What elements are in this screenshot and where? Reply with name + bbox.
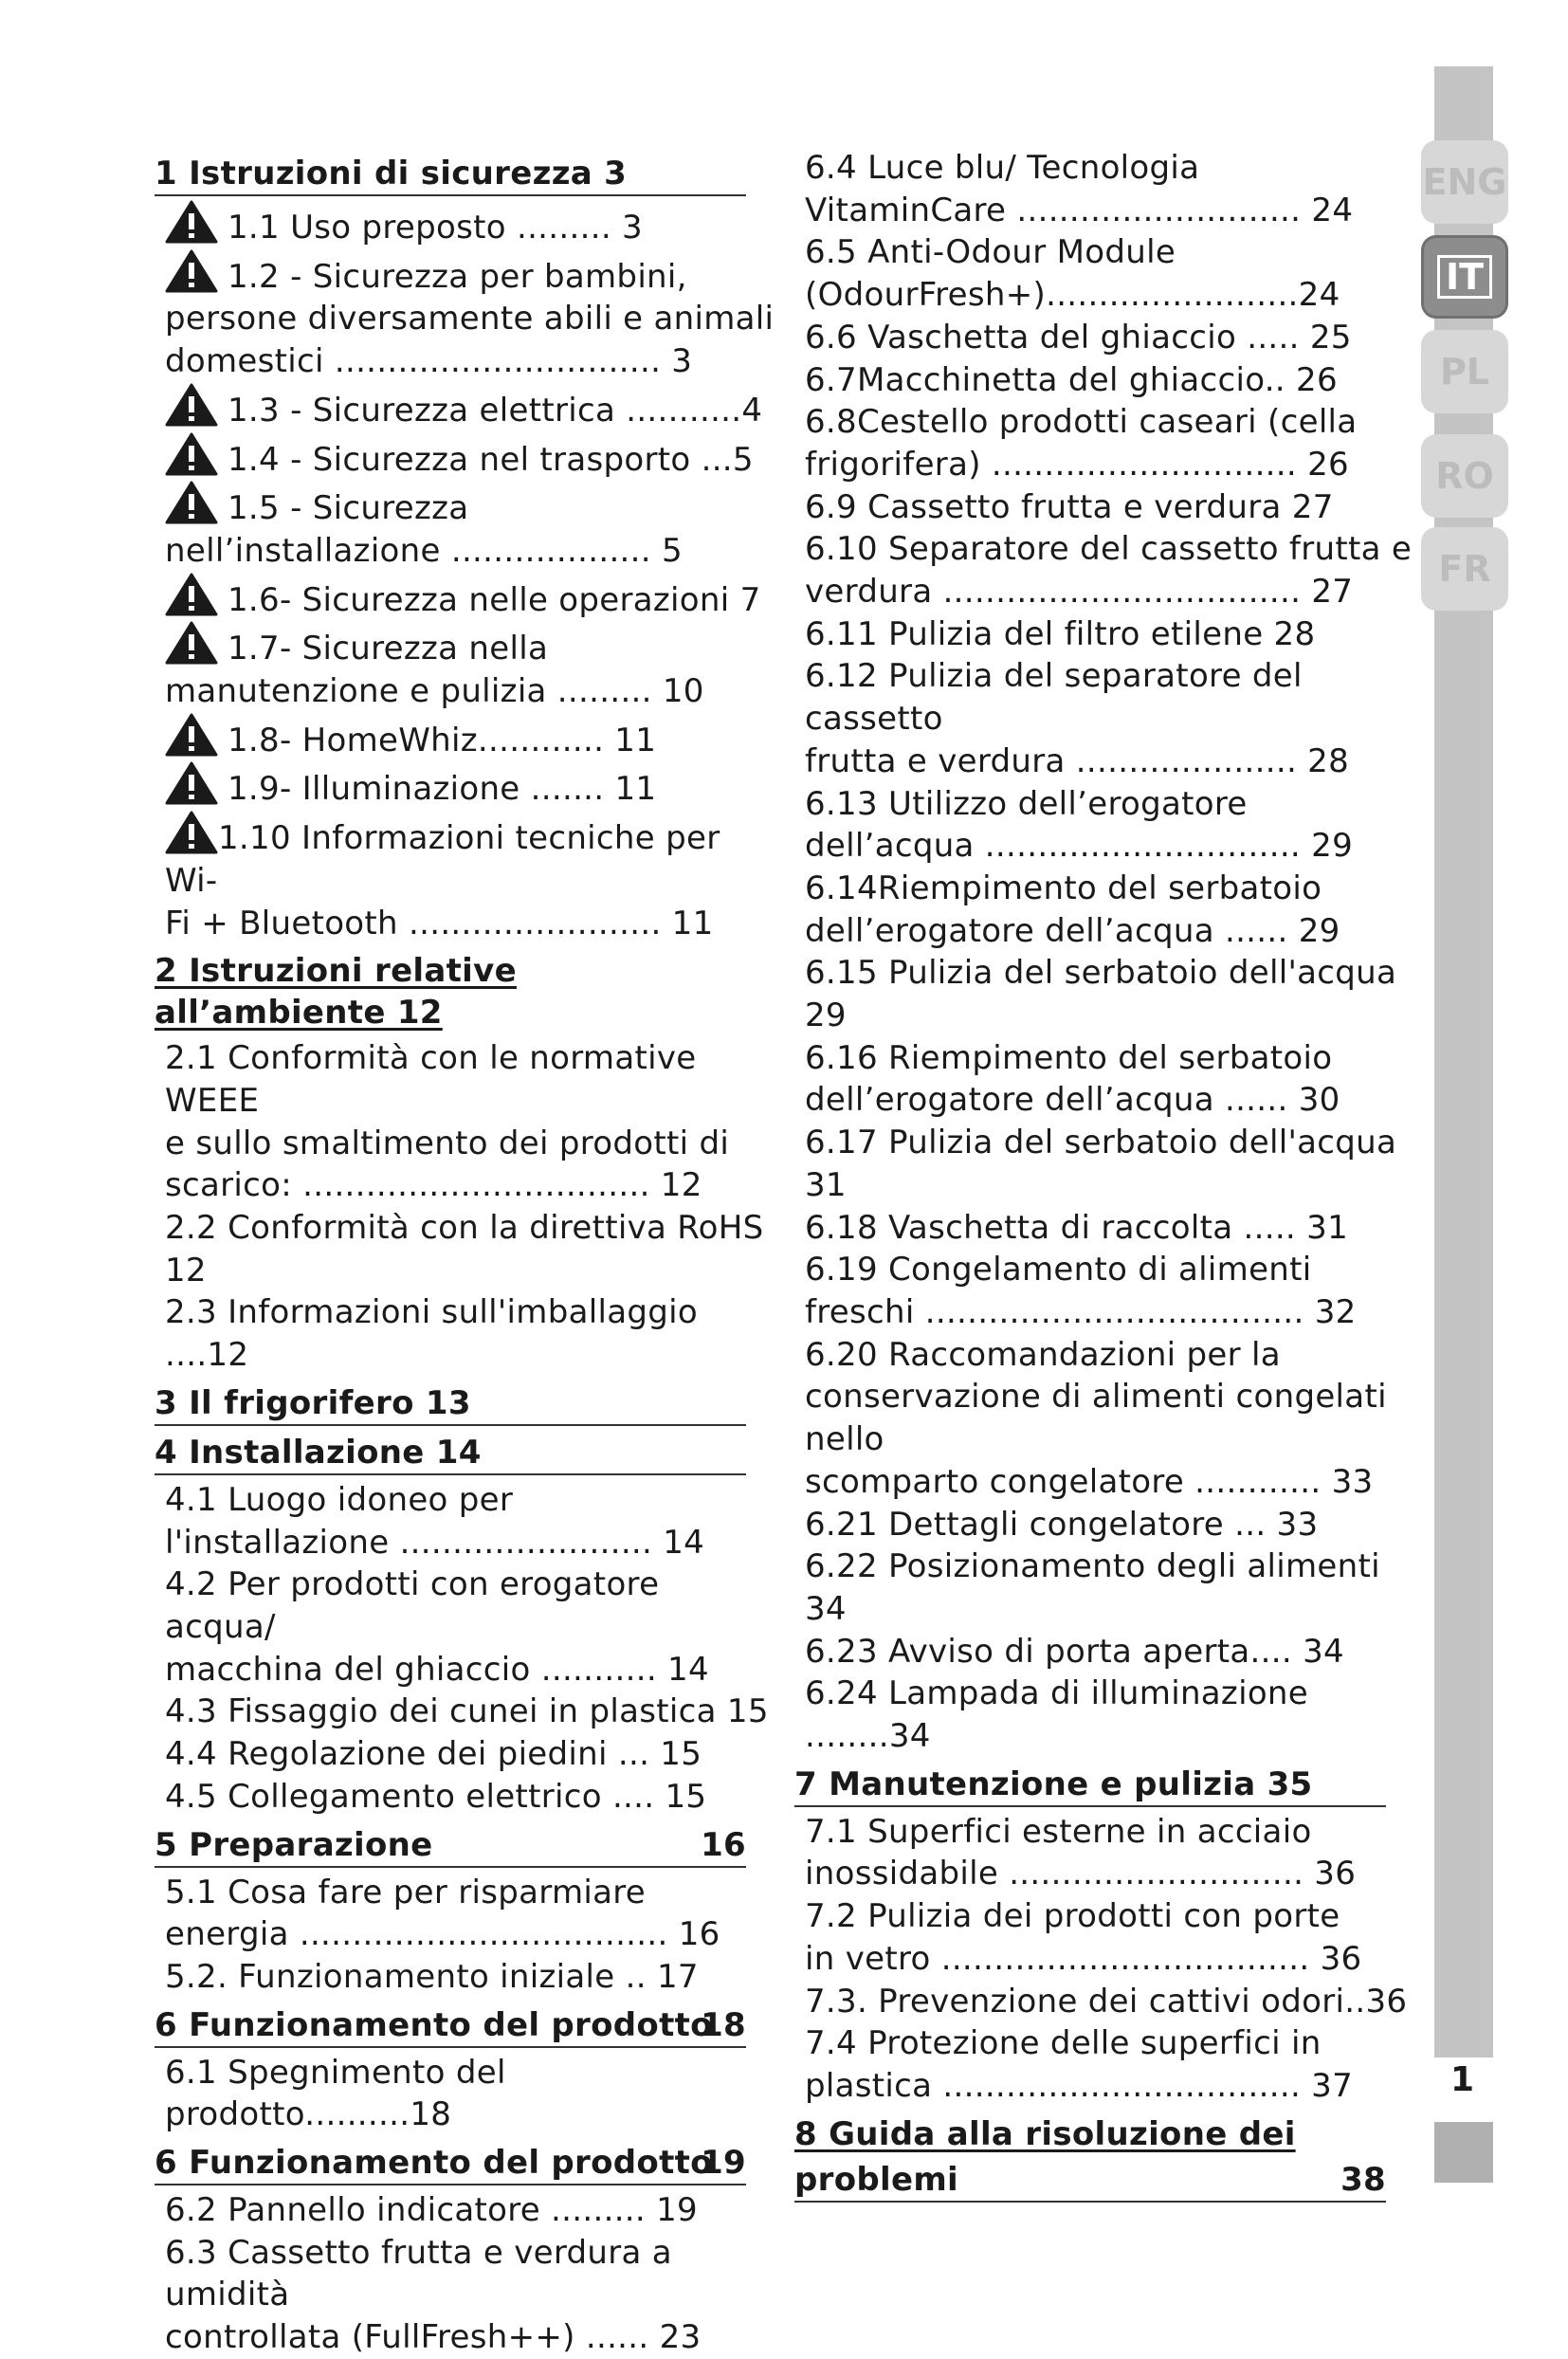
toc-entry-1-10[interactable]: 1.10 Informazioni tecniche per Wi- Fi + Bluetooth ........................ 11	[155, 811, 780, 944]
toc-entry-6-9[interactable]: 6.9 Cassetto frutta e verdura 27	[805, 487, 1334, 526]
warning-icon	[165, 200, 218, 244]
toc-entry-2-2[interactable]: 2.2 Conformità con la direttiva RoHS 12	[165, 1209, 764, 1289]
toc-entry-6-14[interactable]: 6.14Riempimento del serbatoio dell’erogatore dell’acqua ...... 29	[805, 869, 1340, 950]
lang-tab-ro[interactable]	[1421, 434, 1508, 518]
warning-icon	[165, 249, 218, 293]
sidebar-bottom-block	[1434, 2122, 1493, 2183]
toc-heading-6b[interactable]	[155, 2142, 746, 2185]
toc-entry-6-20[interactable]: 6.20 Raccomandazioni per la conservazione di alimenti congelati nello scomparto congelatore ............ 33	[805, 1335, 1387, 1501]
toc-heading-6b-page: 19	[701, 2144, 746, 2183]
toc-entry-6-24[interactable]: 6.24 Lampada di illuminazione ........34	[805, 1674, 1308, 1756]
toc-entry-4-2[interactable]: 4.2 Per prodotti con erogatore acqua/ macchina del ghiaccio ........... 14	[165, 1565, 709, 1689]
warning-icon	[165, 811, 218, 854]
toc-entry-6-16[interactable]: 6.16 Riempimento del serbatoio dell’erogatore dell’acqua ...... 30	[805, 1038, 1340, 1120]
lang-tab-it-label: IT	[1437, 255, 1492, 299]
toc-entry-6-8[interactable]: 6.8Cestello prodotti caseari (cella frigorifera) ............................. 26	[805, 403, 1358, 484]
toc-entry-7-2[interactable]: 7.2 Pulizia dei prodotti con porte in vetro ................................... 36	[805, 1897, 1362, 1978]
toc-heading-8-line2[interactable]	[794, 2159, 1386, 2203]
lang-tab-pl-label: PL	[1439, 351, 1490, 393]
toc-entry-6-7[interactable]: 6.7Macchinetta del ghiaccio.. 26	[805, 360, 1338, 399]
toc-entry-4-1[interactable]: 4.1 Luogo idoneo per l'installazione ........................ 14	[165, 1480, 705, 1562]
lang-tab-eng-label: ENG	[1422, 161, 1507, 203]
toc-heading-6a[interactable]	[155, 2004, 746, 2048]
toc-entry-4-4[interactable]: 4.4 Regolazione dei piedini ... 15	[165, 1735, 702, 1774]
toc-entry-6-4[interactable]: 6.4 Luce blu/ Tecnologia VitaminCare ........................... 24	[805, 149, 1354, 229]
toc-entry-6-19[interactable]: 6.19 Congelamento di alimenti freschi .................................... 32	[805, 1251, 1357, 1331]
lang-tab-pl[interactable]	[1421, 330, 1508, 413]
toc-heading-6a-page: 18	[701, 2005, 746, 2044]
warning-icon	[165, 713, 218, 757]
toc-heading-2[interactable]: 2 Istruzioni relative all’ambiente 12	[155, 952, 517, 1033]
toc-entry-6-1[interactable]: 6.1 Spegnimento del prodotto..........18	[165, 2053, 506, 2134]
toc-entry-1-4[interactable]: 1.4 - Sicurezza nel trasporto ...5	[155, 432, 780, 482]
toc-entry-6-10[interactable]: 6.10 Separatore del cassetto frutta e verdura .................................. 27	[805, 530, 1413, 612]
toc-heading-8-line1[interactable]: 8 Guida alla risoluzione dei	[794, 2114, 1296, 2153]
toc-entry-1-8[interactable]: 1.8- HomeWhiz............ 11	[155, 713, 780, 762]
toc-entry-4-3[interactable]: 4.3 Fissaggio dei cunei in plastica 15	[165, 1692, 769, 1731]
toc-entry-2-1[interactable]: 2.1 Conformità con le normative WEEE e sullo smaltimento dei prodotti di scarico: ................................. 12	[165, 1039, 730, 1205]
toc-heading-6a-title: 6 Funzionamento del prodotto	[155, 2005, 713, 2044]
toc-heading-8-page: 38	[1340, 2160, 1386, 2199]
toc-left-column	[155, 147, 780, 2359]
warning-icon	[165, 481, 218, 524]
toc-entry-7-3[interactable]: 7.3. Prevenzione dei cattivi odori..36	[805, 1982, 1408, 2021]
toc-heading-5-title: 5 Preparazione	[155, 1825, 433, 1864]
toc-heading-3[interactable]: 3 Il frigorifero 13	[155, 1382, 746, 1426]
toc-entry-6-6[interactable]: 6.6 Vaschetta del ghiaccio ..... 25	[805, 318, 1352, 357]
toc-entry-6-2[interactable]: 6.2 Pannello indicatore ......... 19	[165, 2191, 698, 2230]
lang-tab-fr[interactable]	[1421, 527, 1508, 611]
toc-entry-6-12[interactable]: 6.12 Pulizia del separatore del cassetto frutta e verdura ..................... 28	[805, 657, 1350, 780]
toc-entry-6-17[interactable]: 6.17 Pulizia del serbatoio dell'acqua 31	[805, 1124, 1397, 1204]
toc-entry-1-9[interactable]: 1.9- Illuminazione ....... 11	[155, 761, 780, 811]
toc-heading-7[interactable]: 7 Manutenzione e pulizia 35	[794, 1764, 1386, 1807]
toc-entry-6-22[interactable]: 6.22 Posizionamento degli alimenti 34	[805, 1547, 1380, 1628]
lang-tab-ro-label: RO	[1435, 455, 1494, 497]
toc-entry-1-6[interactable]: 1.6- Sicurezza nelle operazioni 7	[155, 573, 780, 622]
page-number: 1	[1450, 2060, 1475, 2099]
warning-icon	[165, 761, 218, 805]
toc-entry-4-5[interactable]: 4.5 Collegamento elettrico .... 15	[165, 1777, 707, 1816]
toc-entry-1-7[interactable]: 1.7- Sicurezza nella manutenzione e pulizia ......... 10	[155, 621, 780, 712]
toc-entry-5-2[interactable]: 5.2. Funzionamento iniziale .. 17	[165, 1957, 699, 1996]
toc-entry-6-13[interactable]: 6.13 Utilizzo dell’erogatore dell’acqua .............................. 29	[805, 784, 1354, 866]
lang-tab-it[interactable]	[1421, 235, 1508, 319]
toc-heading-5[interactable]	[155, 1824, 746, 1868]
toc-heading-5-page: 16	[701, 1825, 746, 1864]
warning-icon	[165, 621, 218, 665]
warning-icon	[165, 432, 218, 476]
toc-entry-2-3[interactable]: 2.3 Informazioni sull'imballaggio ....12	[165, 1293, 698, 1375]
toc-heading-8-title2: problemi	[794, 2160, 958, 2199]
toc-entry-6-21[interactable]: 6.21 Dettagli congelatore ... 33	[805, 1505, 1319, 1544]
toc-entry-1-1[interactable]: 1.1 Uso preposto ......... 3	[155, 200, 780, 249]
toc-entry-7-1[interactable]: 7.1 Superfici esterne in acciaio inossidabile ............................ 36	[805, 1812, 1357, 1893]
toc-entry-1-3[interactable]: 1.3 - Sicurezza elettrica ...........4	[155, 383, 780, 432]
toc-entry-7-4[interactable]: 7.4 Protezione delle superfici in plastica .................................. 37	[805, 2024, 1354, 2105]
lang-tab-eng[interactable]	[1421, 140, 1508, 224]
toc-entry-6-5[interactable]: 6.5 Anti-Odour Module (OdourFresh+)........................24	[805, 233, 1340, 315]
toc-entry-1-5[interactable]: 1.5 - Sicurezza nell’installazione ................... 5	[155, 481, 780, 572]
toc-heading-4[interactable]: 4 Installazione 14	[155, 1432, 746, 1475]
warning-icon	[165, 383, 218, 427]
toc-entry-5-1[interactable]: 5.1 Cosa fare per risparmiare energia ................................... 16	[165, 1873, 720, 1954]
lang-tab-fr-label: FR	[1438, 548, 1491, 590]
toc-entry-6-23[interactable]: 6.23 Avviso di porta aperta.... 34	[805, 1632, 1344, 1671]
toc-entry-6-3[interactable]: 6.3 Cassetto frutta e verdura a umidità controllata (FullFresh++) ...... 23	[165, 2233, 702, 2357]
toc-entry-6-15[interactable]: 6.15 Pulizia del serbatoio dell'acqua 29	[805, 954, 1397, 1035]
warning-icon	[165, 573, 218, 616]
toc-right-column	[794, 147, 1420, 2206]
toc-entry-6-11[interactable]: 6.11 Pulizia del filtro etilene 28	[805, 614, 1316, 653]
toc-heading-6b-title: 6 Funzionamento del prodotto	[155, 2144, 713, 2183]
toc-entry-6-18[interactable]: 6.18 Vaschetta di raccolta ..... 31	[805, 1208, 1349, 1247]
toc-heading-1[interactable]: 1 Istruzioni di sicurezza 3	[155, 153, 746, 196]
toc-entry-1-2[interactable]: 1.2 - Sicurezza per bambini, persone diversamente abili e animali domestici ............................... 3	[155, 249, 780, 383]
